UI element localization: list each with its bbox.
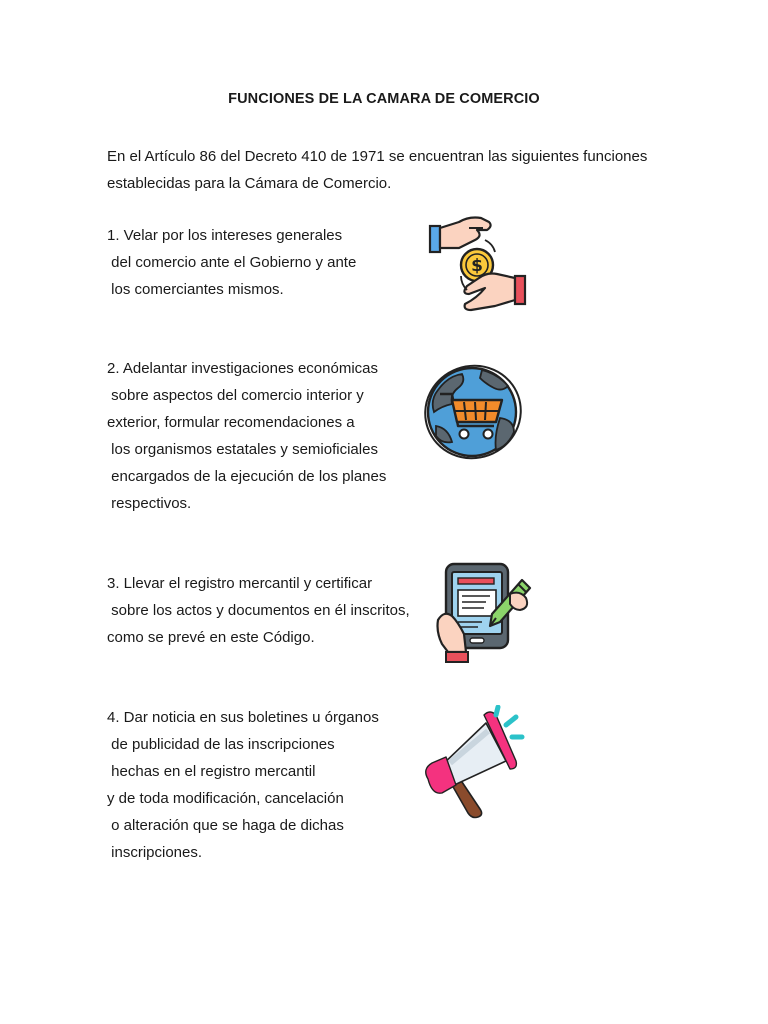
- function-line: 1. Velar por los intereses generales: [107, 227, 343, 244]
- function-line: de publicidad de las inscripciones: [107, 736, 335, 753]
- function-line: respectivos.: [107, 495, 192, 512]
- function-line: exterior, formular recomendaciones a: [107, 414, 355, 431]
- function-item-1: [107, 222, 427, 303]
- function-line: los organismos estatales y semioficiales: [107, 441, 378, 458]
- money-exchange-hands-icon: [425, 210, 531, 318]
- function-line: 3. Llevar el registro mercantil y certificar: [107, 575, 373, 592]
- function-line: sobre los actos y documentos en él inscritos,: [107, 602, 410, 619]
- page-title: FUNCIONES DE LA CAMARA DE COMERCIO: [228, 91, 540, 107]
- function-line: 2. Adelantar investigaciones económicas: [107, 360, 378, 377]
- megaphone-icon: [420, 705, 526, 820]
- function-line: hechas en el registro mercantil: [107, 763, 316, 780]
- intro-line: establecidas para la Cámara de Comercio.: [107, 175, 392, 192]
- function-item-4: [107, 704, 427, 866]
- svg-text:$: $: [471, 256, 483, 276]
- function-line: como se prevé en este Código.: [107, 629, 315, 646]
- function-item-2: [107, 355, 427, 517]
- tablet-pen-registry-icon: [434, 560, 536, 666]
- function-line: inscripciones.: [107, 844, 203, 861]
- function-item-3: [107, 570, 427, 651]
- function-line: y de toda modificación, cancelación: [107, 790, 344, 807]
- intro-paragraph: [107, 143, 707, 197]
- function-line: los comerciantes mismos.: [107, 281, 284, 298]
- globe-shopping-cart-icon: [422, 360, 524, 464]
- function-line: 4. Dar noticia en sus boletines u órganos: [107, 709, 379, 726]
- function-line: encargados de la ejecución de los planes: [107, 468, 387, 485]
- function-line: sobre aspectos del comercio interior y: [107, 387, 364, 404]
- intro-line: En el Artículo 86 del Decreto 410 de 1971 se encuentran las siguientes funciones: [107, 148, 648, 165]
- function-line: del comercio ante el Gobierno y ante: [107, 254, 357, 271]
- function-line: o alteración que se haga de dichas: [107, 817, 344, 834]
